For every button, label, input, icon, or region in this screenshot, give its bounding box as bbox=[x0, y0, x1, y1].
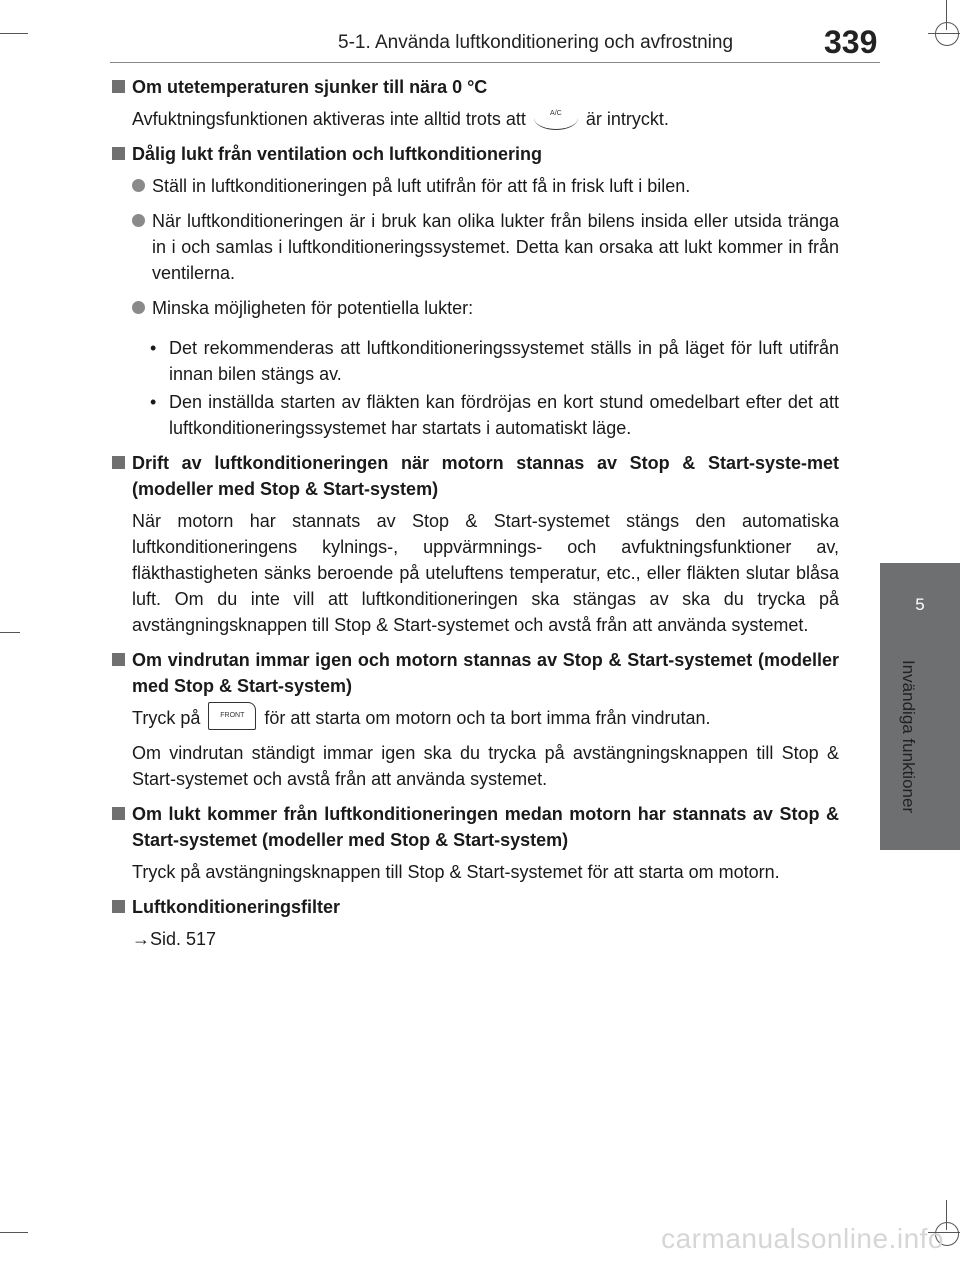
header-title: 5-1. Använda luftkonditionering och avfrostning bbox=[338, 32, 734, 53]
section-air-filter bbox=[112, 894, 839, 952]
section-title: Om vindrutan immar igen och motorn stannas av Stop & Start-systemet (modeller med Stop & Start-system) bbox=[112, 647, 839, 699]
crop-mark bbox=[0, 33, 28, 34]
watermark-logo: carmanualsonline.info bbox=[661, 1223, 944, 1254]
section-odor-stop-start bbox=[112, 801, 839, 885]
section-title: Dålig lukt från ventilation och luftkonditionering bbox=[112, 141, 839, 167]
page-number: 339 bbox=[824, 24, 878, 60]
section-text: Om vindrutan ständigt immar igen ska du trycka på avstängningsknappen till Stop & Start-systemet och avstå från att använda systemet. bbox=[132, 743, 839, 789]
circle-bullet-icon bbox=[132, 179, 145, 192]
main-content bbox=[112, 74, 839, 961]
circle-bullet-icon bbox=[132, 301, 145, 314]
list-item: Ställ in luftkonditioneringen på luft utifrån för att få in frisk luft i bilen. bbox=[112, 173, 839, 199]
chapter-tab bbox=[880, 563, 960, 850]
section-title: Om lukt kommer från luftkonditioneringen medan motorn har stannats av Stop & Start-systemet (modeller med Stop & Start-system) bbox=[112, 801, 839, 853]
section-bad-odor bbox=[112, 141, 839, 441]
section-text: När motorn har stannats av Stop & Start-systemet stängs den automatiska luftkonditioneringens kylnings-, uppvärmnings- och avfuktningsfunktioner av, fläkthastigheten sänks beroende på uteluftens temperatur, etc., eller fläkten slutar blåsa luft. Om du inte vill att luftkonditioneringen ska stängas av ska du trycka på avstängningsknappen till Stop & Start-systemet och avstå från att använda systemet. bbox=[132, 511, 839, 635]
section-title: Luftkonditioneringsfilter bbox=[112, 894, 839, 920]
section-title: Om utetemperaturen sjunker till nära 0 °C bbox=[112, 74, 839, 100]
circle-bullet-icon bbox=[132, 214, 145, 227]
list-item: Minska möjligheten för potentiella lukter: bbox=[112, 295, 839, 321]
crop-mark bbox=[0, 632, 20, 633]
chapter-number: 5 bbox=[915, 595, 925, 614]
square-bullet-icon bbox=[112, 80, 125, 93]
sub-list-item: • Den inställda starten av fläkten kan fördröjas en kort stund omedelbart efter det att luftkonditioneringssystemet har startats i automatiskt läge. bbox=[150, 392, 839, 438]
header-divider bbox=[110, 62, 880, 63]
crop-mark bbox=[0, 1232, 28, 1233]
section-stop-start-operation bbox=[112, 450, 839, 638]
section-title: Drift av luftkonditioneringen när motorn stannas av Stop & Start-syste-met (modeller med Stop & Start-system) bbox=[112, 450, 839, 502]
list-item: När luftkonditioneringen är i bruk kan olika lukter från bilens insida eller utsida tränga in i och samlas i luftkonditioneringssystemet. Detta kan orsaka att lukt kommer in från ventilerna. bbox=[112, 208, 839, 286]
square-bullet-icon bbox=[112, 807, 125, 820]
section-low-temperature bbox=[112, 74, 839, 132]
sub-list-item: • Det rekommenderas att luftkonditioneringssystemet ställs in på läget för luft utifrån innan bilen stängs av. bbox=[150, 338, 839, 384]
square-bullet-icon bbox=[112, 147, 125, 160]
section-text: Tryck på avstängningsknappen till Stop & Start-systemet för att starta om motorn. bbox=[132, 862, 780, 882]
section-windshield-fog bbox=[112, 647, 839, 792]
registration-mark bbox=[935, 22, 959, 46]
square-bullet-icon bbox=[112, 900, 125, 913]
square-bullet-icon bbox=[112, 653, 125, 666]
section-text: Tryck på FRONT för att starta om motorn och ta bort imma från vindrutan. bbox=[112, 705, 839, 731]
page-reference-link[interactable]: →Sid. 517 bbox=[132, 929, 217, 949]
section-text: Avfuktningsfunktionen aktiveras inte alltid trots att A/C är intryckt. bbox=[112, 106, 839, 132]
chapter-label: Invändiga funktioner bbox=[899, 660, 918, 814]
ac-button-icon: A/C bbox=[534, 107, 578, 130]
square-bullet-icon bbox=[112, 456, 125, 469]
front-defroster-button-icon: FRONT bbox=[208, 702, 256, 730]
